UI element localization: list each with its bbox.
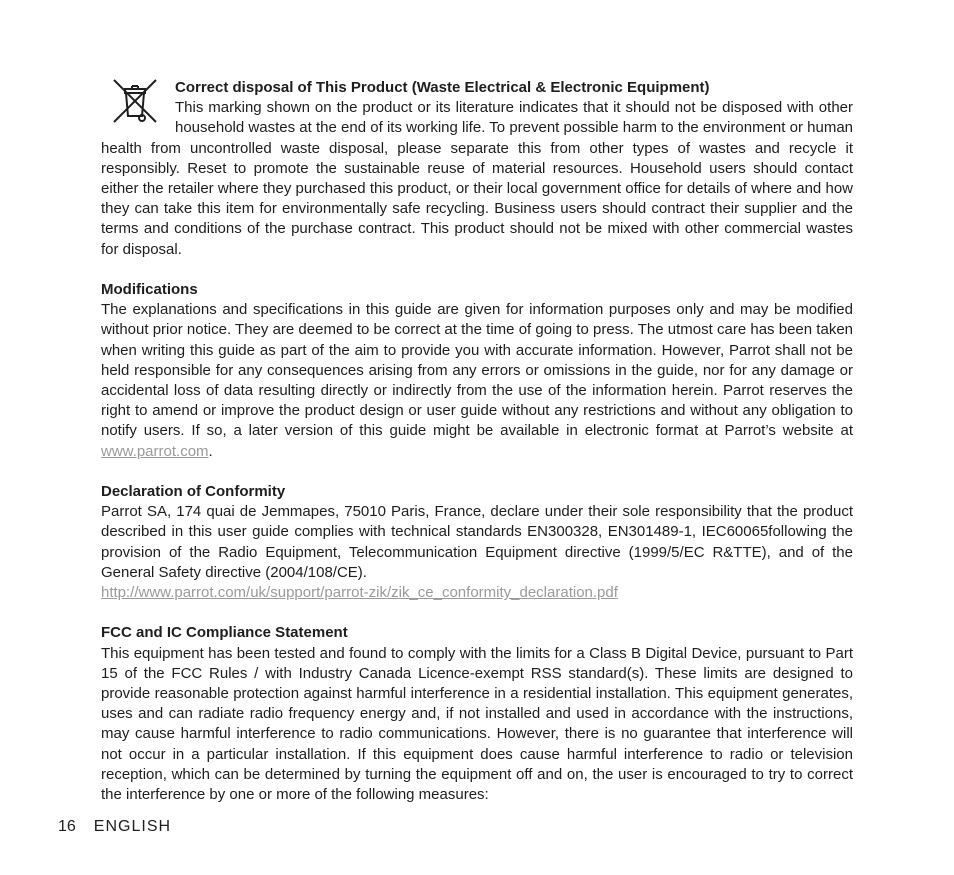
footer-language: ENGLISH bbox=[93, 818, 172, 835]
page-number: 16 bbox=[58, 818, 76, 835]
modifications-section bbox=[101, 280, 853, 462]
page-footer bbox=[58, 818, 171, 836]
crossed-out-wheelie-bin-icon bbox=[101, 78, 165, 138]
document-body bbox=[101, 78, 853, 825]
conformity-paragraph: Parrot SA, 174 quai de Jemmapes, 75010 Paris, France, declare under their sole responsibility that the product described in this user guide complies with technical standards EN300328, EN301489-1, IEC60065following the provision of the Radio Equipment, Telecommunication Equipment directive (1999/5/EC R&TTE), and of the General Safety directive (2004/108/CE). bbox=[101, 503, 853, 581]
parrot-website-link[interactable]: www.parrot.com bbox=[101, 442, 209, 460]
fcc-section bbox=[101, 623, 853, 805]
modifications-text: The explanations and specifications in this guide are given for information purposes only and may be modified without prior notice. They are deemed to be correct at the time of going to press. The utmost care has been taken when writing this guide as part of the aim to provide you with accurate information. However, Parrot shall not be held responsible for any consequences arising from any errors or omissions in the guide, nor for any damage or accidental loss of data resulting directly or indirectly from the use of the information herein. Parrot reserves the right to amend or improve the product design or user guide without any restrictions and without any obligation to notify users. If so, a later version of this guide might be available in electronic format at Parrot’s website at bbox=[101, 301, 853, 440]
conformity-section bbox=[101, 482, 853, 603]
modifications-paragraph bbox=[101, 300, 853, 462]
modifications-heading: Modifications bbox=[101, 281, 198, 299]
fcc-paragraph: This equipment has been tested and found to comply with the limits for a Class B Digital Device, pursuant to Part 15 of the FCC Rules / with Industry Canada Licence-exempt RSS standard(s). These limits are designed to provide reasonable protection against harmful interference in a residential installation. This equipment generates, uses and can radiate radio frequency energy and, if not installed and used in accordance with the instructions, may cause harmful interference to radio communications. However, there is no guarantee that interference will not occur in a particular installation. If this equipment does cause harmful interference to radio or television reception, which can be determined by turning the equipment off and on, the user is encouraged to try to correct the interference by one or more of the following measures: bbox=[101, 644, 853, 804]
fcc-heading: FCC and IC Compliance Statement bbox=[101, 624, 348, 642]
weee-symbol bbox=[112, 78, 158, 124]
conformity-declaration-link[interactable]: http://www.parrot.com/uk/support/parrot-zik/zik_ce_conformity_declaration.pdf bbox=[101, 584, 618, 602]
conformity-heading: Declaration of Conformity bbox=[101, 483, 286, 501]
disposal-paragraph: This marking shown on the product or its literature indicates that it should not be disposed with other household wastes at the end of its working life. To prevent possible harm to the environment or human health from uncontrolled waste disposal, please separate this from other types of wastes and recycle it responsibly. Reset to promote the sustainable reuse of material resources. Household users should contact either the retailer where they purchased this product, or their local government office for details of where and how they can take this item for environmentally safe recycling. Business users should contract their supplier and the terms and conditions of the purchase contract. This product should not be mixed with other commercial wastes for disposal. bbox=[101, 99, 853, 258]
disposal-heading: Correct disposal of This Product (Waste Electrical & Electronic Equipment) bbox=[175, 79, 710, 96]
disposal-section bbox=[101, 78, 853, 260]
modifications-period: . bbox=[208, 442, 213, 460]
